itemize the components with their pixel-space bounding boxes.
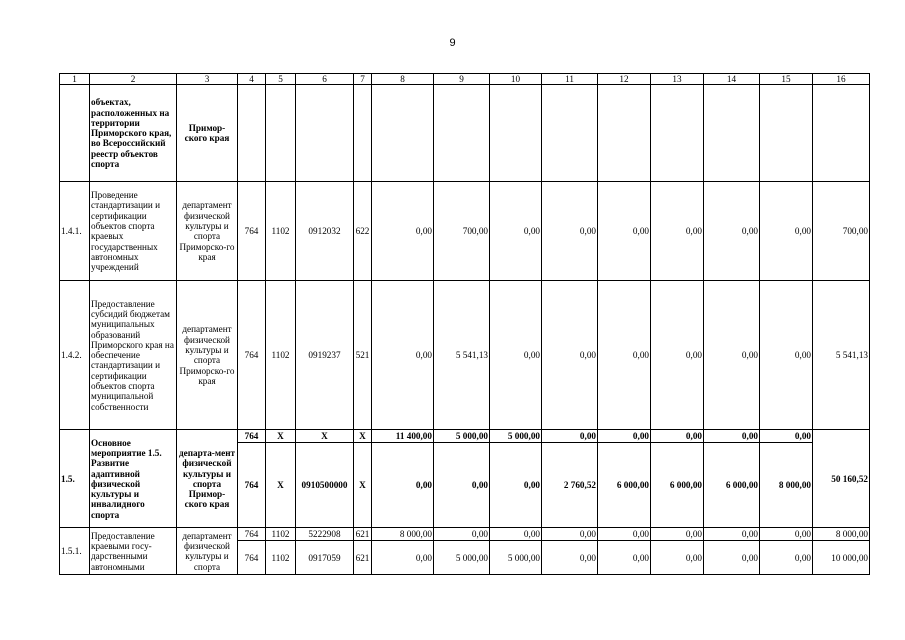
table-row [60,528,870,541]
value-cell: 0,00 [434,528,490,541]
executor: департамент физической культуры и спорта [177,528,238,575]
value-cell: 0,00 [598,528,651,541]
value-cell: 0,00 [651,528,704,541]
value-cell: 0,00 [760,528,813,541]
code-section: 1102 [266,281,296,430]
value-cell: 0,00 [542,430,598,443]
event-name: Основное мероприятие 1.5. Развитие адаптивной физической культуры и инвалидного спорта [90,430,177,528]
value-cell: 0,00 [372,443,434,528]
value-cell: 0,00 [651,182,704,281]
column-header: 4 [238,74,266,85]
executor: департамент физической культуры и спорта Приморско-го края [177,281,238,430]
page-number: 9 [449,37,456,49]
code-grbs: 764 [238,281,266,430]
value-cell: 5 541,13 [434,281,490,430]
code-section: Х [266,430,296,443]
executor: департа-мент физической культуры и спорта Примор-ского края [177,430,238,528]
value-cell: 0,00 [760,281,813,430]
total-cell: 8 000,00 [813,528,870,541]
executor: департамент физической культуры и спорта Приморско-го края [177,182,238,281]
code-target: 0919237 [296,281,354,430]
code-target: 5222908 [296,528,354,541]
value-cell: 5 000,00 [434,430,490,443]
value-cell: 2 760,52 [542,443,598,528]
row-number: 1.5.1. [60,528,90,575]
code-target: Х [296,430,354,443]
code-target: 0917059 [296,541,354,575]
code-grbs: 764 [238,528,266,541]
column-header: 8 [372,74,434,85]
code-section: 1102 [266,528,296,541]
column-header: 12 [598,74,651,85]
value-cell: 0,00 [542,541,598,575]
code-grbs: 764 [238,430,266,443]
value-cell: 0,00 [372,541,434,575]
value-cell: 0,00 [542,281,598,430]
value-cell: 0,00 [598,182,651,281]
value-cell: 0,00 [490,182,542,281]
column-header: 6 [296,74,354,85]
value-cell: 0,00 [704,182,760,281]
code-target: 0910500000 [296,443,354,528]
value-cell: 6 000,00 [704,443,760,528]
value-cell: 0,00 [434,443,490,528]
value-cell: 0,00 [542,182,598,281]
column-header: 9 [434,74,490,85]
event-name: объектах, расположенных на территории Приморского края, во Всероссийский реестр объектов спорта [90,85,177,182]
code-section: 1102 [266,541,296,575]
code-type: 521 [354,281,372,430]
value-cell: 0,00 [760,182,813,281]
value-cell: 0,00 [490,281,542,430]
value-cell: 5 000,00 [434,541,490,575]
value-cell: 5 000,00 [490,541,542,575]
total-cell: 700,00 [813,182,870,281]
value-cell: 5 000,00 [490,430,542,443]
value-cell: 6 000,00 [651,443,704,528]
row-number: 1.5. [60,430,90,528]
row-number: 1.4.1. [60,182,90,281]
column-header: 10 [490,74,542,85]
code-target: 0912032 [296,182,354,281]
value-cell: 0,00 [704,281,760,430]
value-cell: 0,00 [704,430,760,443]
value-cell: 0,00 [651,281,704,430]
value-cell: 8 000,00 [372,528,434,541]
executor: Примор-ского края [177,85,238,182]
code-type: 621 [354,541,372,575]
table-row [60,85,870,182]
column-header: 11 [542,74,598,85]
value-cell: 0,00 [598,541,651,575]
code-section: 1102 [266,182,296,281]
value-cell: 0,00 [490,528,542,541]
code-type: 622 [354,182,372,281]
table-row [60,281,870,430]
total-cell: 50 160,52 [813,430,870,528]
code-type: Х [354,430,372,443]
column-header: 2 [90,74,177,85]
table-row [60,430,870,443]
column-header: 7 [354,74,372,85]
value-cell: 8 000,00 [760,443,813,528]
value-cell: 0,00 [704,528,760,541]
value-cell: 11 400,00 [372,430,434,443]
row-number: 1.4.2. [60,281,90,430]
event-name: Предоставление субсидий бюджетам муниципальных образований Приморского края на обеспечение стандартизации и сертификации объектов спорта муниципальной собственности [90,281,177,430]
value-cell: 0,00 [490,443,542,528]
value-cell: 0,00 [760,541,813,575]
column-header: 3 [177,74,238,85]
budget-table [59,73,870,575]
column-header: 14 [704,74,760,85]
total-cell: 10 000,00 [813,541,870,575]
event-name: Предоставление краевыми госу-дарственными автономными [90,528,177,575]
column-header: 5 [266,74,296,85]
value-cell: 700,00 [434,182,490,281]
code-grbs: 764 [238,541,266,575]
code-grbs: 764 [238,182,266,281]
value-cell: 0,00 [704,541,760,575]
code-section: Х [266,443,296,528]
column-number-row [60,74,870,85]
column-header: 13 [651,74,704,85]
column-header: 1 [60,74,90,85]
column-header: 16 [813,74,870,85]
event-name: Проведение стандартизации и сертификации объектов спорта краевых государственных автономных учреждений [90,182,177,281]
code-type: 621 [354,528,372,541]
value-cell: 0,00 [598,430,651,443]
code-grbs: 764 [238,443,266,528]
value-cell: 0,00 [760,430,813,443]
value-cell: 0,00 [372,182,434,281]
value-cell: 0,00 [372,281,434,430]
value-cell: 6 000,00 [598,443,651,528]
value-cell: 0,00 [651,430,704,443]
table-row [60,182,870,281]
value-cell: 0,00 [542,528,598,541]
column-header: 15 [760,74,813,85]
code-type: Х [354,443,372,528]
value-cell: 0,00 [651,541,704,575]
value-cell: 0,00 [598,281,651,430]
total-cell: 5 541,13 [813,281,870,430]
